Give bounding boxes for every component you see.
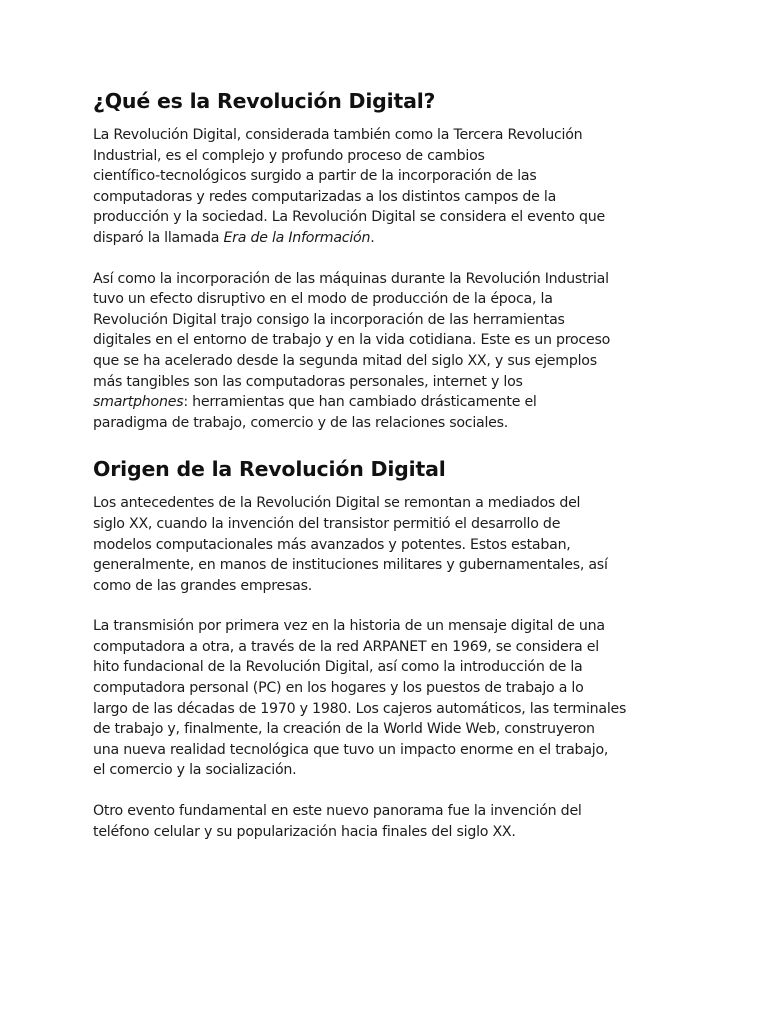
text-line: teléfono celular y su popularización hacia finales del siglo XX. — [93, 823, 516, 840]
section-heading-que-es: ¿Qué es la Revolución Digital? — [93, 89, 436, 113]
text-line: generalmente, en manos de instituciones militares y gubernamentales, así — [93, 557, 608, 574]
text-line: Industrial, es el complejo y profundo proceso de cambios — [93, 147, 485, 164]
emphasis-era-informacion: Era de la Información — [223, 229, 371, 246]
text-line: largo de las décadas de 1970 y 1980. Los cajeros automáticos, las terminales — [93, 700, 627, 717]
text-line: científico-tecnológicos surgido a partir de la incorporación de las — [93, 168, 537, 185]
text-line: computadoras y redes computarizadas a los distintos campos de la — [93, 188, 557, 205]
paragraph-efecto-disruptivo — [93, 269, 683, 434]
emphasis-smartphones: smartphones — [93, 394, 184, 411]
text-fragment: . — [370, 229, 375, 246]
paragraph-antecedentes — [93, 493, 683, 596]
text-line: La Revolución Digital, considerada también como la Tercera Revolución — [93, 127, 583, 143]
document-page — [93, 86, 683, 842]
text-line: Los antecedentes de la Revolución Digital se remontan a mediados del — [93, 495, 581, 512]
section-heading-origen: Origen de la Revolución Digital — [93, 457, 446, 482]
text-line: Revolución Digital trajo consigo la incorporación de las herramientas — [93, 311, 565, 328]
text-line: siglo XX, cuando la invención del transistor permitió el desarrollo de — [93, 515, 561, 532]
text-line: Otro evento fundamental en este nuevo panorama fue la invención del — [93, 803, 582, 820]
text-line: como de las grandes empresas. — [93, 577, 312, 594]
text-line: producción y la sociedad. La Revolución Digital se considera el evento que — [93, 209, 605, 226]
text-line: digitales en el entorno de trabajo y en la vida cotidiana. Este es un proceso — [93, 332, 611, 349]
text-line — [93, 392, 683, 413]
paragraph-definicion — [93, 125, 683, 249]
text-line — [93, 228, 683, 249]
text-line: paradigma de trabajo, comercio y de las relaciones sociales. — [93, 414, 509, 431]
paragraph-arpanet — [93, 616, 683, 781]
text-line: La transmisión por primera vez en la historia de un mensaje digital de una — [93, 618, 605, 635]
text-line: computadora a otra, a través de la red ARPANET en 1969, se considera el — [93, 638, 599, 655]
text-line: una nueva realidad tecnológica que tuvo un impacto enorme en el trabajo, — [93, 741, 609, 758]
text-line: de trabajo y, finalmente, la creación de la World Wide Web, construyeron — [93, 721, 595, 738]
text-fragment: : herramientas que han cambiado drásticamente el — [183, 394, 537, 411]
text-line: modelos computacionales más avanzados y potentes. Estos estaban, — [93, 536, 571, 553]
text-line: hito fundacional de la Revolución Digital, así como la introducción de la — [93, 659, 583, 676]
text-line: que se ha acelerado desde la segunda mitad del siglo XX, y sus ejemplos — [93, 352, 597, 369]
text-line: computadora personal (PC) en los hogares y los puestos de trabajo a lo — [93, 680, 584, 697]
paragraph-telefono-celular — [93, 801, 683, 842]
text-line: más tangibles son las computadoras personales, internet y los — [93, 373, 523, 390]
text-line: tuvo un efecto disruptivo en el modo de producción de la época, la — [93, 291, 553, 308]
text-line: Así como la incorporación de las máquinas durante la Revolución Industrial — [93, 270, 609, 287]
text-fragment: disparó la llamada — [93, 229, 224, 246]
text-line: el comercio y la socialización. — [93, 762, 297, 779]
